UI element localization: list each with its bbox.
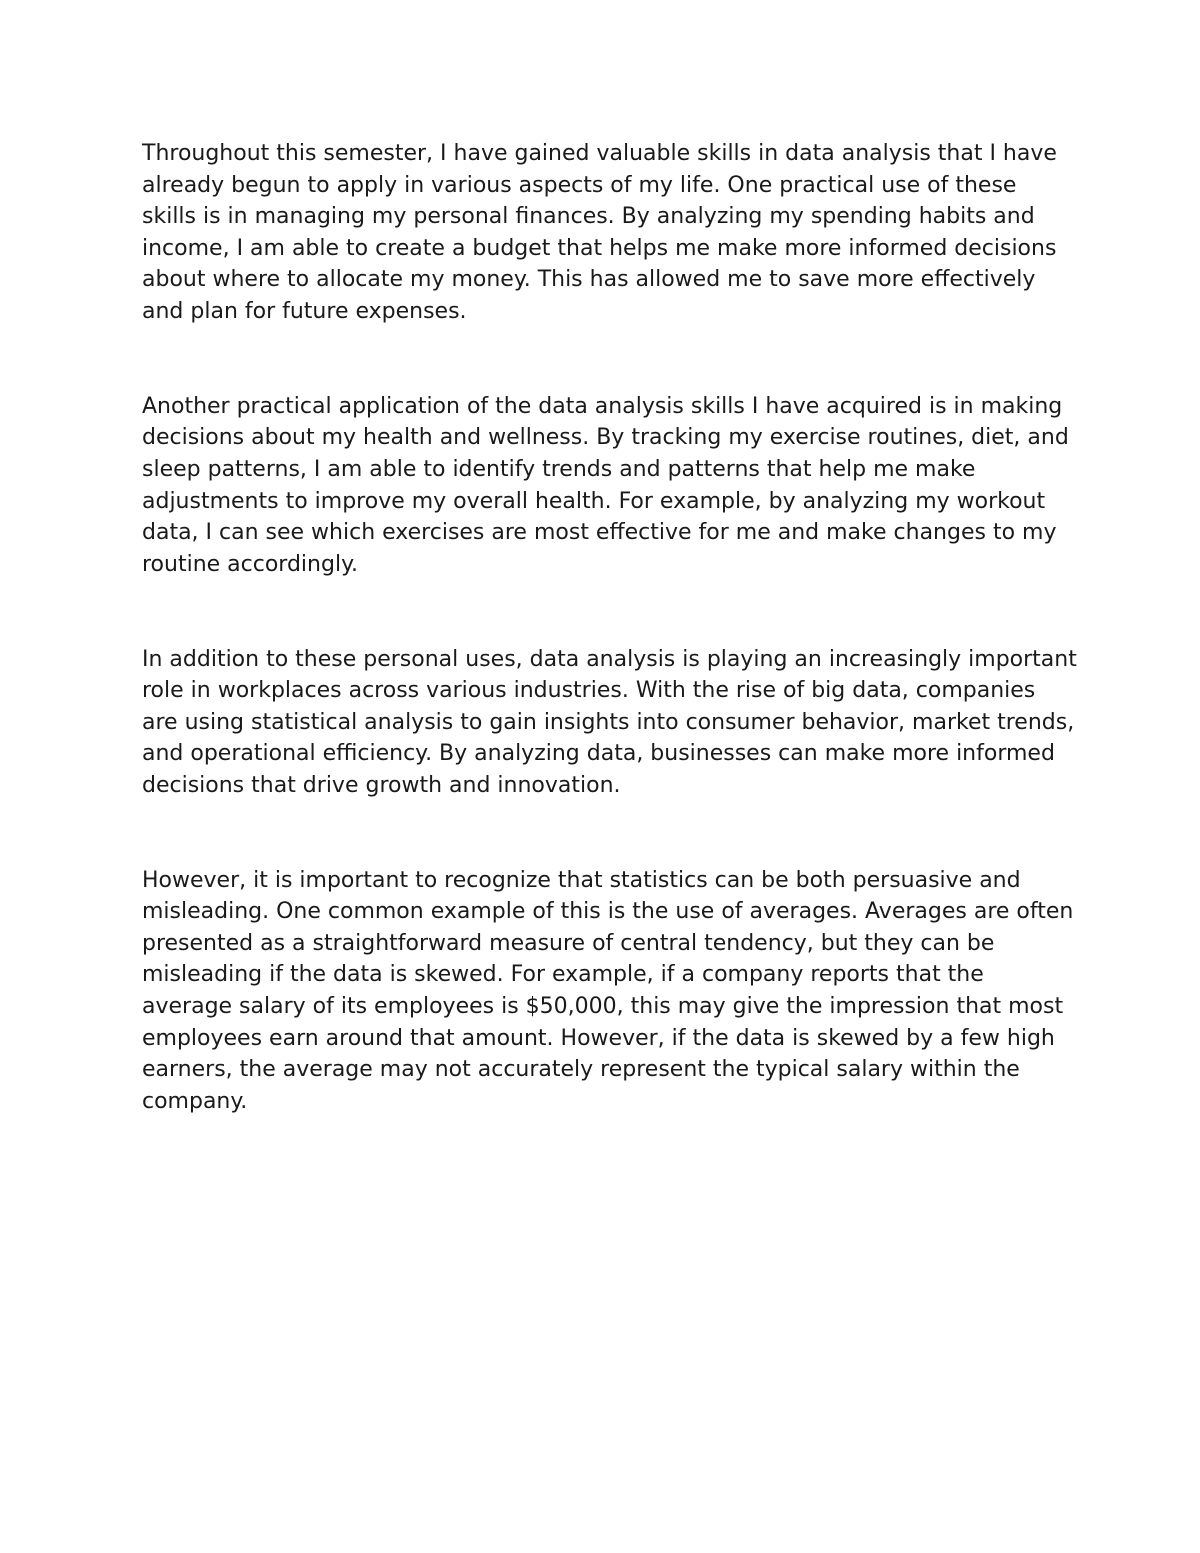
- paragraph-4: However, it is important to recognize that statistics can be both persuasive and misleading. One common example of this is the use of averages. Averages are often presented as a straightforward measure of central tendency, but they can be misleading if the data is skewed. For example, if a company reports that the average salary of its employees is $50,000, this may give the impression that most employees earn around that amount. However, if the data is skewed by a few high earners, the average may not accurately represent the typical salary within the company.: [142, 867, 1074, 1114]
- paragraph-2: Another practical application of the data analysis skills I have acquired is in making decisions about my health and wellness. By tracking my exercise routines, diet, and sleep patterns, I am able to identify trends and patterns that help me make adjustments to improve my overall health. For example, by analyzing my workout data, I can see which exercises are most effective for me and make changes to my routine accordingly.: [142, 393, 1069, 577]
- document-body: [142, 138, 1077, 1117]
- paragraph-3: In addition to these personal uses, data analysis is playing an increasingly important role in workplaces across various industries. With the rise of big data, companies are using statistical analysis to gain insights into consumer behavior, market trends, and operational efficiency. By analyzing data, businesses can make more informed decisions that drive growth and innovation.: [142, 646, 1077, 798]
- paragraph-1: Throughout this semester, I have gained valuable skills in data analysis that I have already begun to apply in various aspects of my life. One practical use of these skills is in managing my personal finances. By analyzing my spending habits and income, I am able to create a budget that helps me make more informed decisions about where to allocate my money. This has allowed me to save more effectively and plan for future expenses.: [142, 141, 1057, 324]
